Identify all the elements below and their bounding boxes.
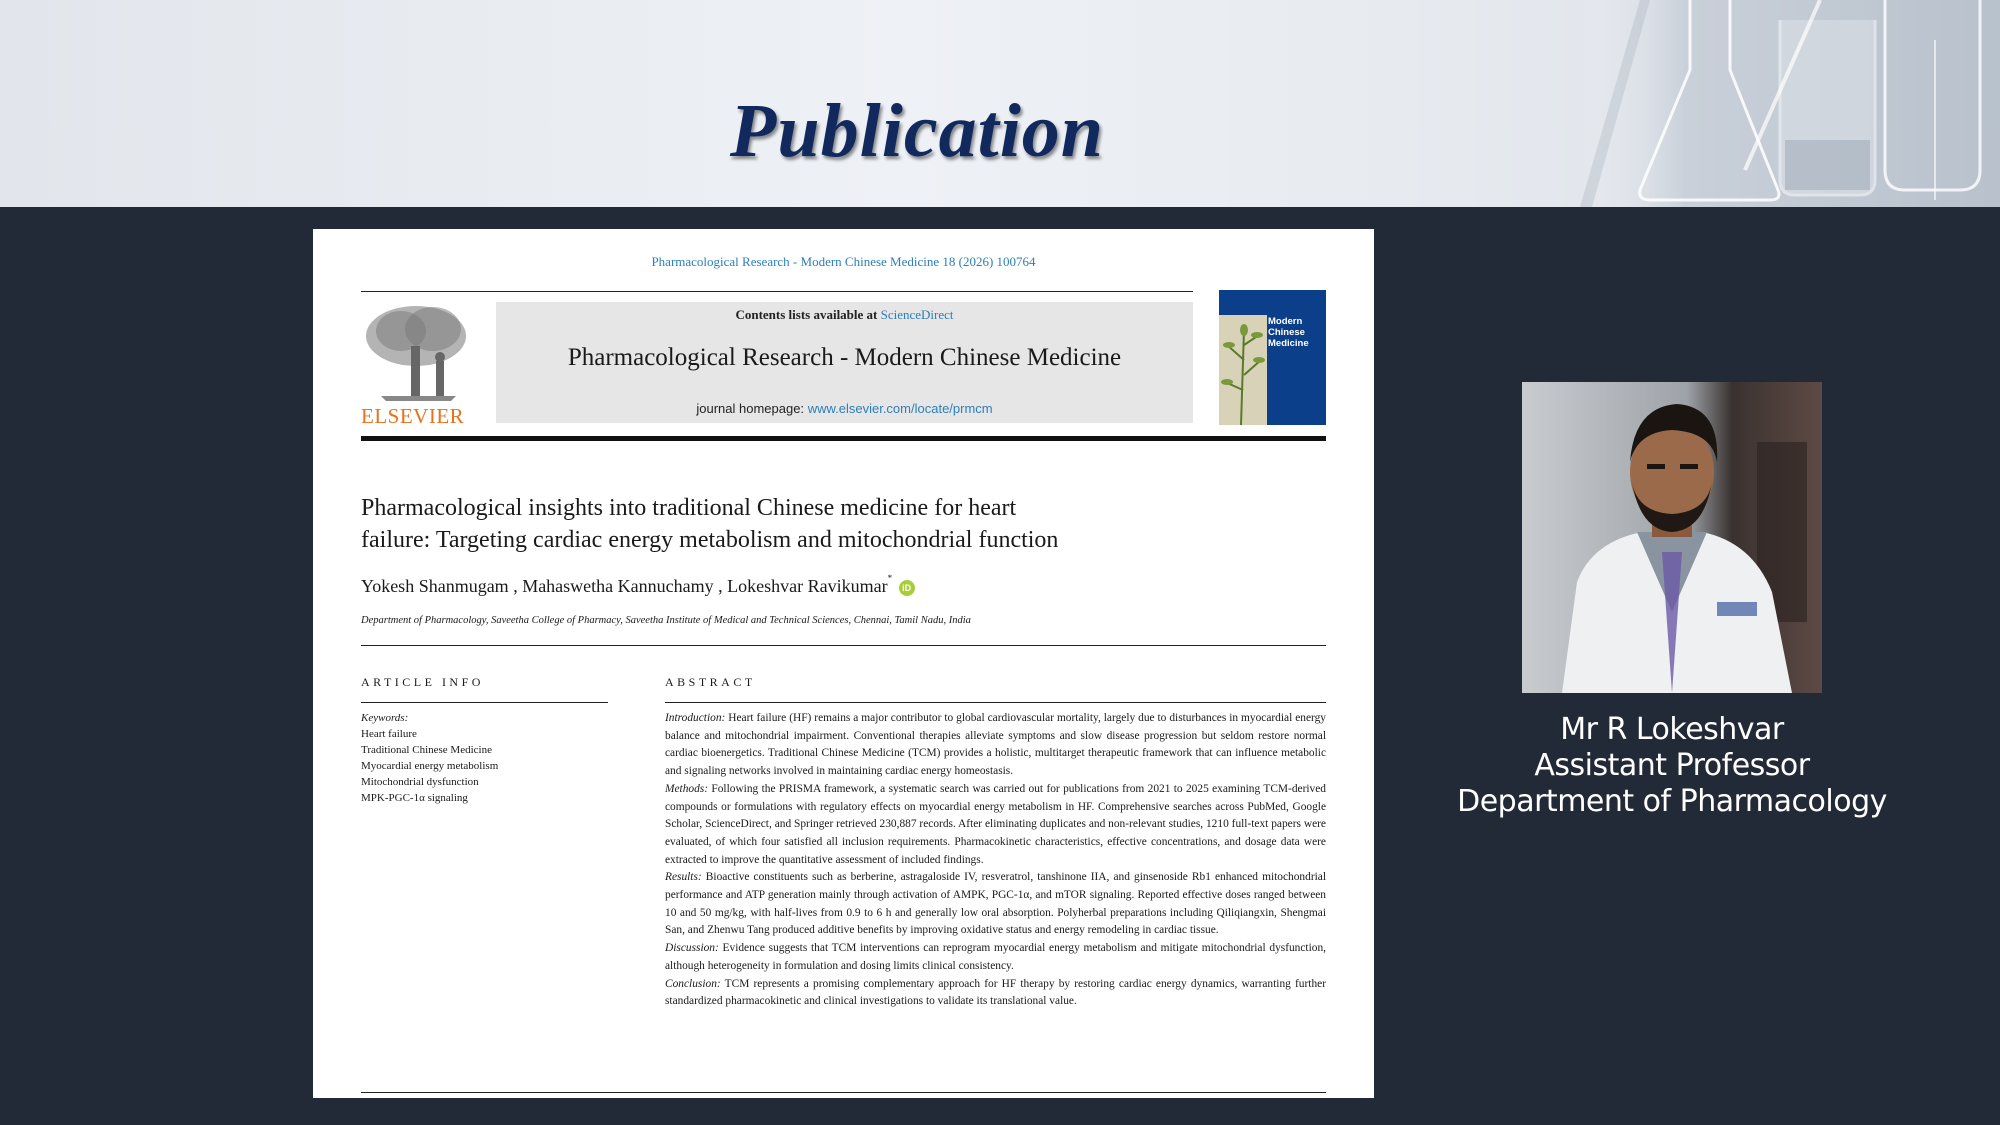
abstract-section-text: TCM represents a promising complementary approach for HF therapy by restoring cardiac energy dynamics, warranting further standardized pharmacokinetic and clinical investigations to validate its translational value. bbox=[665, 977, 1326, 1008]
person-caption bbox=[1400, 712, 1944, 820]
author-name[interactable]: Mahaswetha Kannuchamy bbox=[522, 576, 714, 596]
abstract-section-text: Bioactive constituents such as berberine, astragaloside IV, resveratrol, tanshinone IIA, and ginsenoside Rb1 enhanced mitochondrial performance and ATP generation mainly through activation of AMPK, PGC-1α, and mTOR signaling. Reported effective doses ranged between 10 and 50 mg/kg, with half-lives from 0.9 to 6 h and generally low oral absorption. Polyherbal preparations including Qiliqiangxin, Shengmai San, and Zhenwu Tang produced additive benefits by improving oxidative status and energy remodeling in cardiac tissue. bbox=[665, 871, 1326, 937]
sciencedirect-link[interactable]: ScienceDirect bbox=[880, 307, 954, 322]
homepage-url-link[interactable]: www.elsevier.com/locate/prmcm bbox=[807, 401, 993, 416]
abstract-methods bbox=[665, 781, 1326, 870]
keyword-item: Traditional Chinese Medicine bbox=[361, 744, 492, 756]
section-rule bbox=[361, 645, 1326, 646]
abstract-body bbox=[665, 710, 1326, 1011]
contents-line bbox=[496, 307, 1193, 323]
orcid-icon[interactable]: iD bbox=[899, 580, 915, 596]
contents-prefix: Contents lists available at bbox=[735, 307, 878, 322]
journal-name: Pharmacological Research - Modern Chinese Medicine bbox=[567, 344, 1122, 371]
homepage-line bbox=[496, 401, 1193, 416]
article-title-line: failure: Targeting cardiac energy metabolism and mitochondrial function bbox=[361, 527, 1059, 553]
abstract-rule bbox=[665, 702, 1326, 703]
abstract-section-text: Evidence suggests that TCM interventions can reprogram myocardial energy metabolism and mitigate mitochondrial dysfunction, although heterogeneity in formulation and dosing limits clinical consistency. bbox=[665, 942, 1326, 972]
corresponding-author-mark: * bbox=[887, 573, 893, 583]
slide-header bbox=[0, 0, 2000, 207]
journal-citation: Pharmacological Research - Modern Chinese Medicine 18 (2026) 100764 bbox=[651, 254, 1036, 269]
person-role: Assistant Professor bbox=[1534, 748, 1810, 783]
cover-line: Chinese bbox=[1268, 327, 1305, 338]
person-name: Mr R Lokeshvar bbox=[1560, 712, 1784, 747]
author-name[interactable]: Lokeshvar Ravikumar bbox=[727, 576, 888, 596]
keywords-label: Keywords: bbox=[361, 712, 409, 724]
article-title bbox=[361, 492, 1241, 556]
cover-line: Medicine bbox=[1268, 338, 1309, 349]
journal-banner bbox=[496, 302, 1193, 423]
paper-screenshot bbox=[313, 229, 1374, 1098]
keyword-item: Myocardial energy metabolism bbox=[361, 760, 499, 772]
person-department: Department of Pharmacology bbox=[1457, 784, 1887, 819]
keyword-item: Mitochondrial dysfunction bbox=[361, 776, 479, 788]
abstract-conclusion bbox=[665, 976, 1326, 1011]
slide-title: Publication bbox=[729, 89, 1105, 173]
article-info-heading: ARTICLE INFO bbox=[361, 675, 484, 689]
abstract-section-text: Heart failure (HF) remains a major contributor to global cardiovascular mortality, largely due to disturbances in myocardial energy balance and mitochondrial impairment. Conventional therapies alleviate symptoms and slow disease progression but seldom restore normal cardiac bioenergetics. Traditional Chinese Medicine (TCM) provides a holistic, multitarget therapeutic framework that can influence metabolic and signaling networks involved in maintaining cardiac energy homeostasis. bbox=[665, 712, 1326, 778]
article-title-line: Pharmacological insights into traditional Chinese medicine for heart bbox=[361, 495, 1017, 521]
cover-line: Modern bbox=[1268, 316, 1303, 327]
journal-cover-image bbox=[1219, 290, 1326, 425]
keywords-list bbox=[361, 710, 611, 806]
abstract-results bbox=[665, 869, 1326, 940]
abstract-section-label: Discussion: bbox=[665, 942, 719, 955]
abstract-section-label: Methods: bbox=[665, 782, 709, 795]
abstract-introduction bbox=[665, 710, 1326, 781]
homepage-prefix: journal homepage: bbox=[696, 401, 805, 416]
abstract-discussion bbox=[665, 940, 1326, 975]
keyword-item: MPK-PGC-1α signaling bbox=[361, 792, 468, 804]
author-separator: , bbox=[713, 576, 728, 596]
cover-title bbox=[1268, 316, 1320, 349]
abstract-section-label: Results: bbox=[665, 871, 702, 884]
footer-rule bbox=[361, 1092, 1326, 1093]
abstract-section-label: Conclusion: bbox=[665, 977, 721, 990]
elsevier-wordmark: ELSEVIER bbox=[361, 404, 465, 428]
article-info-rule bbox=[361, 702, 608, 703]
author-name[interactable]: Yokesh Shanmugam bbox=[361, 576, 509, 596]
affiliation: Department of Pharmacology, Saveetha College of Pharmacy, Saveetha Institute of Medical and Technical Sciences, Chennai, Tamil Nadu, India bbox=[361, 615, 971, 626]
masthead-rule bbox=[361, 436, 1326, 441]
abstract-section-label: Introduction: bbox=[665, 712, 726, 724]
abstract-heading: ABSTRACT bbox=[665, 675, 756, 689]
portrait-photo bbox=[1522, 382, 1822, 693]
header-rule bbox=[361, 291, 1193, 292]
keyword-item: Heart failure bbox=[361, 728, 417, 740]
author-separator: , bbox=[508, 576, 523, 596]
abstract-section-text: Following the PRISMA framework, a systematic search was carried out for publications from 2021 to 2025 examining TCM-derived compounds or formulations with regulatory effects on myocardial energy metabolism in HF. Comprehensive searches across PubMed, Google Scholar, ScienceDirect, and Springer retrieved 230,887 records. After eliminating duplicates and non-relevant studies, 1210 full-text papers were evaluated, of which four satisfied all inclusion requirements. Pharmacokinetic characteristics, effective concentrations, and dosage data were extracted to improve the quantitative assessment of included findings. bbox=[665, 782, 1326, 866]
author-list bbox=[361, 573, 1261, 597]
